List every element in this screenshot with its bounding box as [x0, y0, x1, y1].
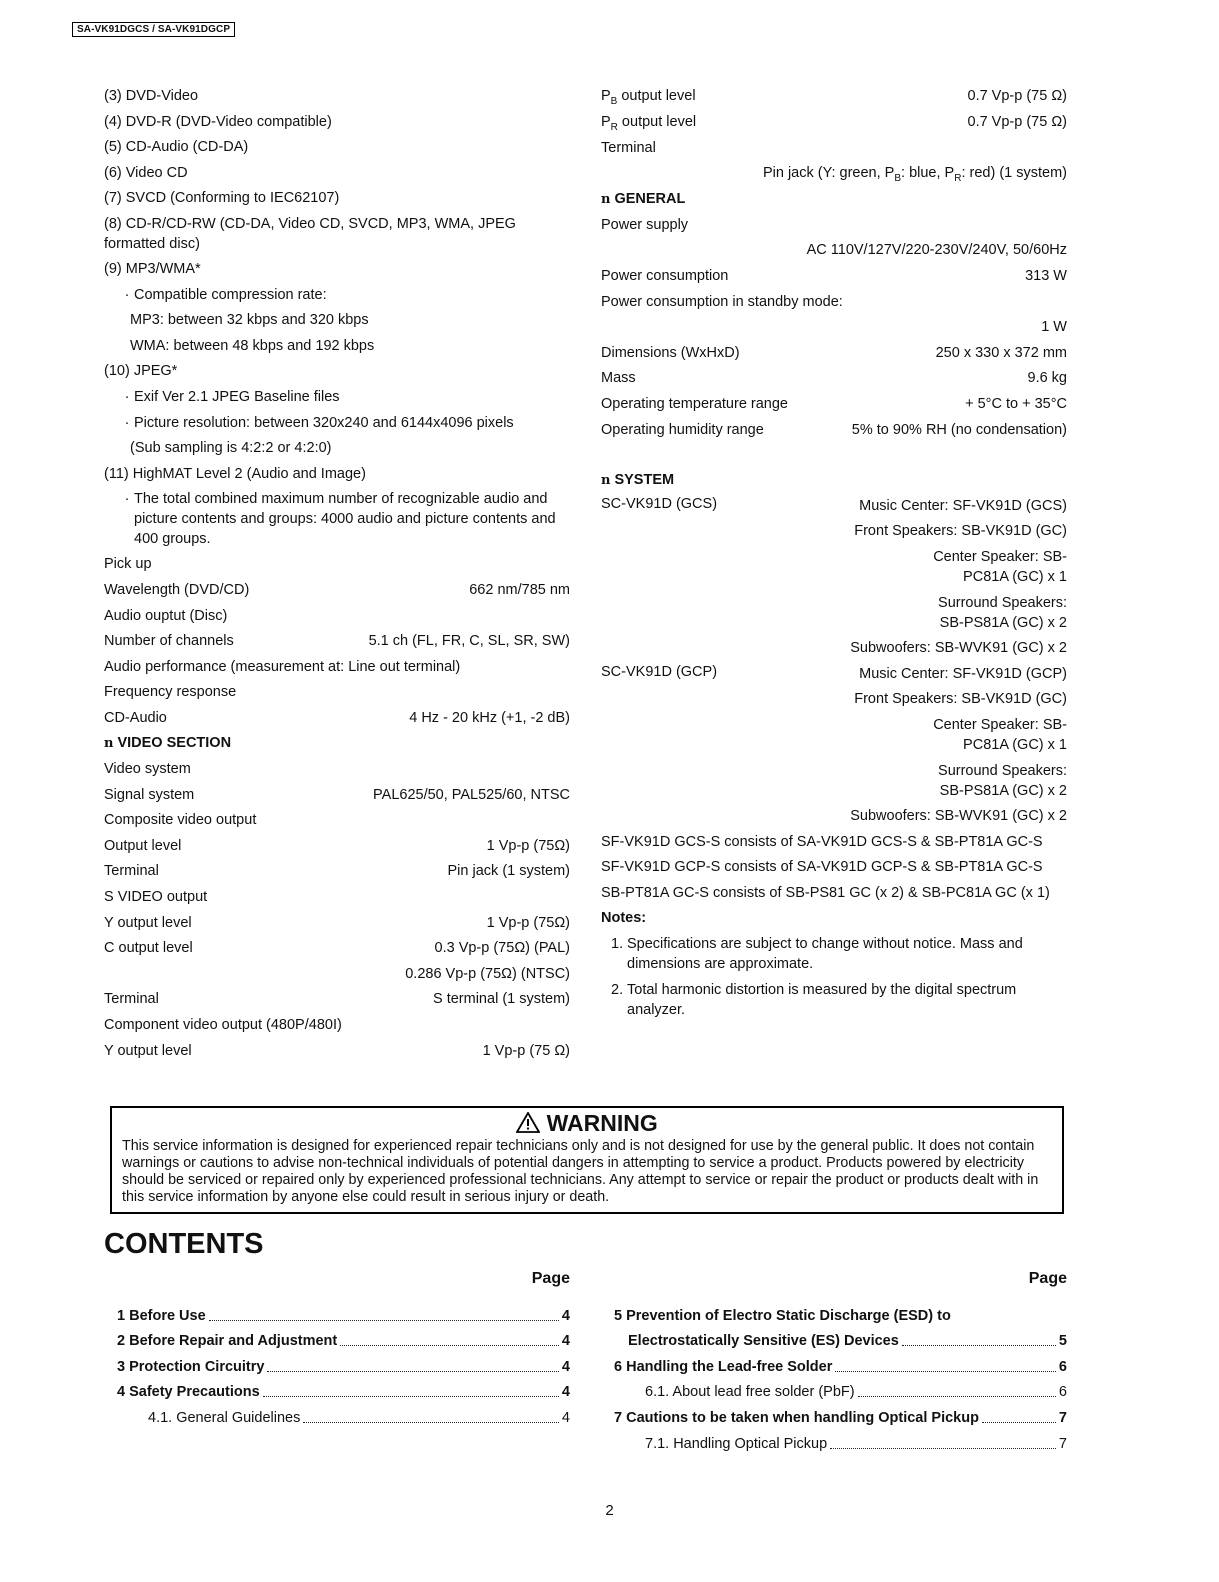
spec-value: Pin jack (Y: green, $P_B$: blue, $P_R$: red) (1 system)	[762, 165, 1067, 185]
toc-entry[interactable]: 5 Prevention of Electro Static Discharge (ESD) to	[614, 1307, 951, 1324]
spec-heading: Composite video output	[104, 812, 257, 829]
section-bullet-icon: n	[601, 192, 611, 208]
consists-line: SF-VK91D GCS-S consists of SA-VK91D GCS-S & SB-PT81A GC-S	[601, 833, 1043, 850]
spec-heading: Video system	[104, 761, 191, 778]
spec-row: $P_R$ output level 0.7 Vp-p (75 Ω)	[601, 113, 1067, 133]
system-component: Music Center: SF-VK91D (GCP)	[859, 665, 1067, 682]
section-title-video: n VIDEO SECTION	[104, 735, 232, 752]
warning-triangle-icon	[516, 1112, 540, 1133]
warning-text: This service information is designed for experienced repair technicians only and is not designed for use by the general public. It does not contain warnings or cautions to advise non-technical individuals of potential dangers in attempting to service a product. Products powered by electricity should be serviced or repaired only by experienced professional technicians. Any attempt to service or repair the product or products dealt with in this service information by anyone else could result in serious injury or death.	[122, 1138, 1039, 1205]
spec-heading: Frequency response	[104, 684, 237, 701]
system-component: Subwoofers: SB-WVK91 (GC) x 2	[850, 808, 1067, 825]
note-item: 2. Total harmonic distortion is measured by the digital spectrum analyzer.	[611, 981, 1017, 1018]
format-item: (11) HighMAT Level 2 (Audio and Image)	[104, 465, 366, 482]
spec-row: Operating temperature range + 5°C to + 35°C	[601, 396, 1067, 413]
section-title-system: n SYSTEM	[601, 472, 675, 489]
section-bullet-icon: n	[601, 473, 611, 489]
spec-value: 1 W	[1041, 319, 1067, 336]
note-item: 1. Specifications are subject to change without notice. Mass and dimensions are approximate.	[611, 935, 1023, 972]
warning-title: WARNING	[112, 1110, 1062, 1136]
toc-entry[interactable]: Electrostatically Sensitive (ES) Devices 5	[628, 1333, 1067, 1350]
spec-heading: Pick up	[104, 556, 152, 573]
format-item: (4) DVD-R (DVD-Video compatible)	[104, 113, 332, 130]
spec-row: Wavelength (DVD/CD) 662 nm/785 nm	[104, 581, 570, 598]
warning-box	[110, 1106, 1064, 1214]
system-component: Front Speakers: SB-VK91D (GC)	[854, 523, 1067, 540]
toc-left	[104, 1268, 570, 1428]
spec-value: AC 110V/127V/220-230V/240V, 50/60Hz	[806, 242, 1067, 259]
spec-row: Terminal S terminal (1 system)	[104, 991, 570, 1008]
mp3-rate: MP3: between 32 kbps and 320 kbps	[130, 312, 369, 329]
spec-value: 0.286 Vp-p (75Ω) (NTSC)	[405, 965, 570, 982]
bullet-item: · The total combined maximum number of recognizable audio and picture contents and groups: 4000 audio and picture contents and 400 groups.	[124, 491, 556, 548]
system-component: Front Speakers: SB-VK91D (GC)	[854, 691, 1067, 708]
format-item: (3) DVD-Video	[104, 88, 199, 104]
model-header: SA-VK91DGCS / SA-VK91DGCP	[72, 22, 235, 37]
bullet-note: (Sub sampling is 4:2:2 or 4:2:0)	[130, 440, 332, 457]
spec-row: Number of channels 5.1 ch (FL, FR, C, SL, SR, SW)	[104, 633, 570, 650]
spec-row: Terminal Pin jack (1 system)	[104, 863, 570, 880]
spec-row: Y output level 1 Vp-p (75 Ω)	[104, 1042, 570, 1059]
spec-heading: Power consumption in standby mode:	[601, 293, 843, 310]
spec-row: CD-Audio 4 Hz - 20 kHz (+1, -2 dB)	[104, 709, 570, 726]
spec-row: Power consumption 313 W	[601, 268, 1067, 285]
spec-heading: S VIDEO output	[104, 889, 208, 906]
spec-row: Operating humidity range 5% to 90% RH (no condensation)	[601, 421, 1067, 438]
spec-left-column	[104, 86, 570, 1066]
system-label: SC-VK91D (GCS)	[601, 495, 718, 512]
toc-entry[interactable]: 6 Handling the Lead-free Solder 6	[614, 1358, 1067, 1375]
toc-page-header: Page	[531, 1270, 570, 1287]
notes-title: Notes:	[601, 909, 647, 926]
system-group-gcp	[601, 664, 1067, 832]
format-item: (5) CD-Audio (CD-DA)	[104, 139, 249, 156]
spec-row: C output level 0.3 Vp-p (75Ω) (PAL)	[104, 940, 570, 957]
page-number: 2	[605, 1502, 614, 1519]
bullet-item: · Picture resolution: between 320x240 and 6144x4096 pixels	[124, 414, 514, 431]
spec-heading: Component video output (480P/480I)	[104, 1017, 342, 1033]
system-component: Surround Speakers: SB-PS81A (GC) x 2	[938, 594, 1067, 631]
toc-page-header: Page	[1028, 1270, 1067, 1287]
consists-line: SF-VK91D GCP-S consists of SA-VK91D GCP-S & SB-PT81A GC-S	[601, 859, 1043, 876]
system-group-gcs	[601, 496, 1067, 664]
toc-entry[interactable]: 7.1. Handling Optical Pickup 7	[645, 1435, 1067, 1452]
spec-heading: Audio performance (measurement at: Line out terminal)	[104, 658, 461, 675]
bullet-item: · Exif Ver 2.1 JPEG Baseline files	[124, 388, 340, 405]
contents-title: CONTENTS	[104, 1228, 264, 1260]
toc-entry[interactable]: 4 Safety Precautions 4	[117, 1384, 570, 1401]
system-component: Subwoofers: SB-WVK91 (GC) x 2	[850, 640, 1067, 657]
toc-entry[interactable]: 1 Before Use 4	[117, 1307, 570, 1324]
toc-entry[interactable]: 4.1. General Guidelines 4	[148, 1409, 570, 1426]
spec-row: Mass 9.6 kg	[601, 370, 1067, 387]
toc-entry[interactable]: 2 Before Repair and Adjustment 4	[117, 1333, 570, 1350]
toc-entry[interactable]: 3 Protection Circuitry 4	[117, 1358, 570, 1375]
spec-row: Dimensions (WxHxD) 250 x 330 x 372 mm	[601, 344, 1067, 361]
system-component: Center Speaker: SB-PC81A (GC) x 1	[933, 716, 1067, 753]
spec-heading: Power supply	[601, 216, 689, 233]
toc-entry[interactable]: 6.1. About lead free solder (PbF) 6	[645, 1384, 1067, 1401]
toc-right	[601, 1268, 1067, 1454]
section-title-general: n GENERAL	[601, 191, 686, 208]
spec-row: Output level 1 Vp-p (75Ω)	[104, 837, 570, 854]
consists-line: SB-PT81A GC-S consists of SB-PS81 GC (x 2) & SB-PC81A GC (x 1)	[601, 884, 1050, 901]
section-bullet-icon: n	[104, 736, 114, 752]
spec-right-column	[601, 86, 1067, 1026]
spec-row: Signal system PAL625/50, PAL525/60, NTSC	[104, 786, 570, 803]
format-item: (6) Video CD	[104, 164, 188, 181]
bullet-item: · Compatible compression rate:	[124, 286, 327, 303]
wma-rate: WMA: between 48 kbps and 192 kbps	[130, 337, 375, 354]
system-component: Center Speaker: SB-PC81A (GC) x 1	[933, 548, 1067, 585]
spacer	[601, 445, 1067, 470]
spec-heading: Audio ouptut (Disc)	[104, 607, 228, 624]
system-component: Music Center: SF-VK91D (GCS)	[859, 497, 1067, 514]
format-item: (9) MP3/WMA*	[104, 260, 201, 277]
spec-row: $P_B$ output level 0.7 Vp-p (75 Ω)	[601, 88, 1067, 107]
system-component: Surround Speakers: SB-PS81A (GC) x 2	[938, 762, 1067, 799]
format-item: (7) SVCD (Conforming to IEC62107)	[104, 190, 340, 207]
spec-row: Y output level 1 Vp-p (75Ω)	[104, 914, 570, 931]
spec-heading: Terminal	[601, 139, 656, 156]
format-item: (8) CD-R/CD-RW (CD-DA, Video CD, SVCD, MP3, WMA, JPEG formatted disc)	[104, 215, 516, 252]
toc-entry[interactable]: 7 Cautions to be taken when handling Optical Pickup 7	[614, 1409, 1067, 1426]
format-item: (10) JPEG*	[104, 363, 178, 380]
system-label: SC-VK91D (GCP)	[601, 663, 718, 680]
